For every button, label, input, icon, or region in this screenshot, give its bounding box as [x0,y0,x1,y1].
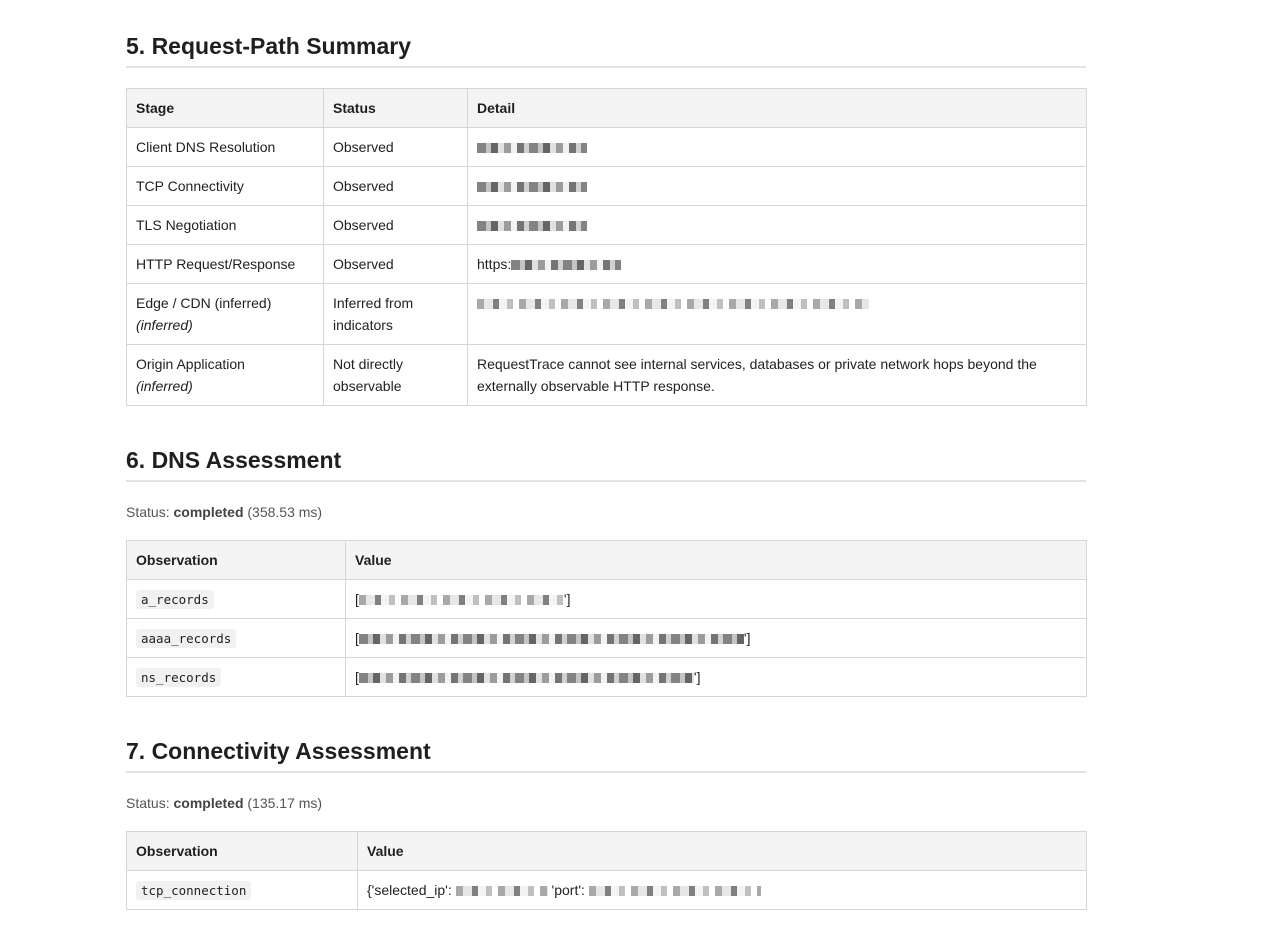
value-prefix: [ [355,591,359,607]
request-path-table [126,88,1087,406]
status-cell: Inferred from indicators [324,284,468,345]
detail-cell [468,245,1087,284]
redacted-value [477,299,869,309]
stage-cell: HTTP Request/Response [127,245,324,284]
column-header-value: Value [346,541,1087,580]
stage-cell [127,284,324,345]
status-prefix: Status: [126,504,170,520]
stage-cell: TCP Connectivity [127,167,324,206]
value-cell [346,658,1087,697]
value-suffix: '] [563,591,571,607]
value-suffix: '] [743,630,751,646]
observation-cell [127,580,346,619]
stage-note: (inferred) [136,378,193,394]
status-time: (358.53 ms) [247,504,323,520]
table-header-row [127,89,1087,128]
status-value: completed [173,795,244,811]
table-row [127,619,1087,658]
section-title: 7. Connectivity Assessment [126,737,1086,773]
stage-label: Origin Application [136,356,245,372]
detail-cell [468,284,1087,345]
dns-table [126,540,1087,697]
stage-label: Edge / CDN (inferred) [136,295,272,311]
request-path-section [126,32,1086,406]
value-start: {'selected_ip': [367,882,452,898]
value-cell [346,580,1087,619]
stage-cell [127,345,324,406]
observation-key: ns_records [136,668,221,687]
status-cell: Observed [324,206,468,245]
table-header-row [127,832,1087,871]
connectivity-table [126,831,1087,910]
redacted-value [589,886,761,896]
stage-note: (inferred) [136,317,193,333]
value-cell [346,619,1087,658]
section-title: 6. DNS Assessment [126,446,1086,482]
table-row [127,245,1087,284]
value-prefix: [ [355,630,359,646]
value-suffix: '] [693,669,701,685]
connectivity-section [126,737,1086,910]
value-cell [358,871,1087,910]
detail-cell [468,206,1087,245]
status-cell: Observed [324,128,468,167]
table-row [127,345,1087,406]
redacted-value [359,595,564,605]
dns-section [126,446,1086,697]
value-mid: 'port': [551,882,585,898]
table-row [127,167,1087,206]
status-cell: Not directly observable [324,345,468,406]
table-row [127,128,1087,167]
status-time: (135.17 ms) [247,795,323,811]
stage-cell: Client DNS Resolution [127,128,324,167]
observation-cell [127,658,346,697]
detail-cell [468,167,1087,206]
status-line [126,793,1086,813]
table-row [127,284,1087,345]
section-title: 5. Request-Path Summary [126,32,1086,68]
detail-cell: RequestTrace cannot see internal services, databases or private network hops beyond the externally observable HTTP response. [468,345,1087,406]
redacted-value [456,886,548,896]
redacted-value [477,221,587,231]
column-header-value: Value [358,832,1087,871]
redacted-value [511,260,621,270]
detail-cell [468,128,1087,167]
table-row [127,206,1087,245]
redacted-value [477,182,587,192]
column-header-detail: Detail [468,89,1087,128]
redacted-value [359,634,744,644]
column-header-status: Status [324,89,468,128]
status-cell: Observed [324,167,468,206]
redacted-value [477,143,587,153]
status-value: completed [173,504,244,520]
column-header-stage: Stage [127,89,324,128]
observation-cell [127,871,358,910]
table-row [127,658,1087,697]
value-prefix: [ [355,669,359,685]
observation-cell [127,619,346,658]
observation-key: aaaa_records [136,629,236,648]
status-cell: Observed [324,245,468,284]
redacted-value [359,673,694,683]
table-row [127,580,1087,619]
table-header-row [127,541,1087,580]
url-prefix: https: [477,256,512,272]
observation-key: tcp_connection [136,881,251,900]
column-header-observation: Observation [127,832,358,871]
status-prefix: Status: [126,795,170,811]
column-header-observation: Observation [127,541,346,580]
observation-key: a_records [136,590,214,609]
status-line [126,502,1086,522]
table-row [127,871,1087,910]
stage-cell: TLS Negotiation [127,206,324,245]
